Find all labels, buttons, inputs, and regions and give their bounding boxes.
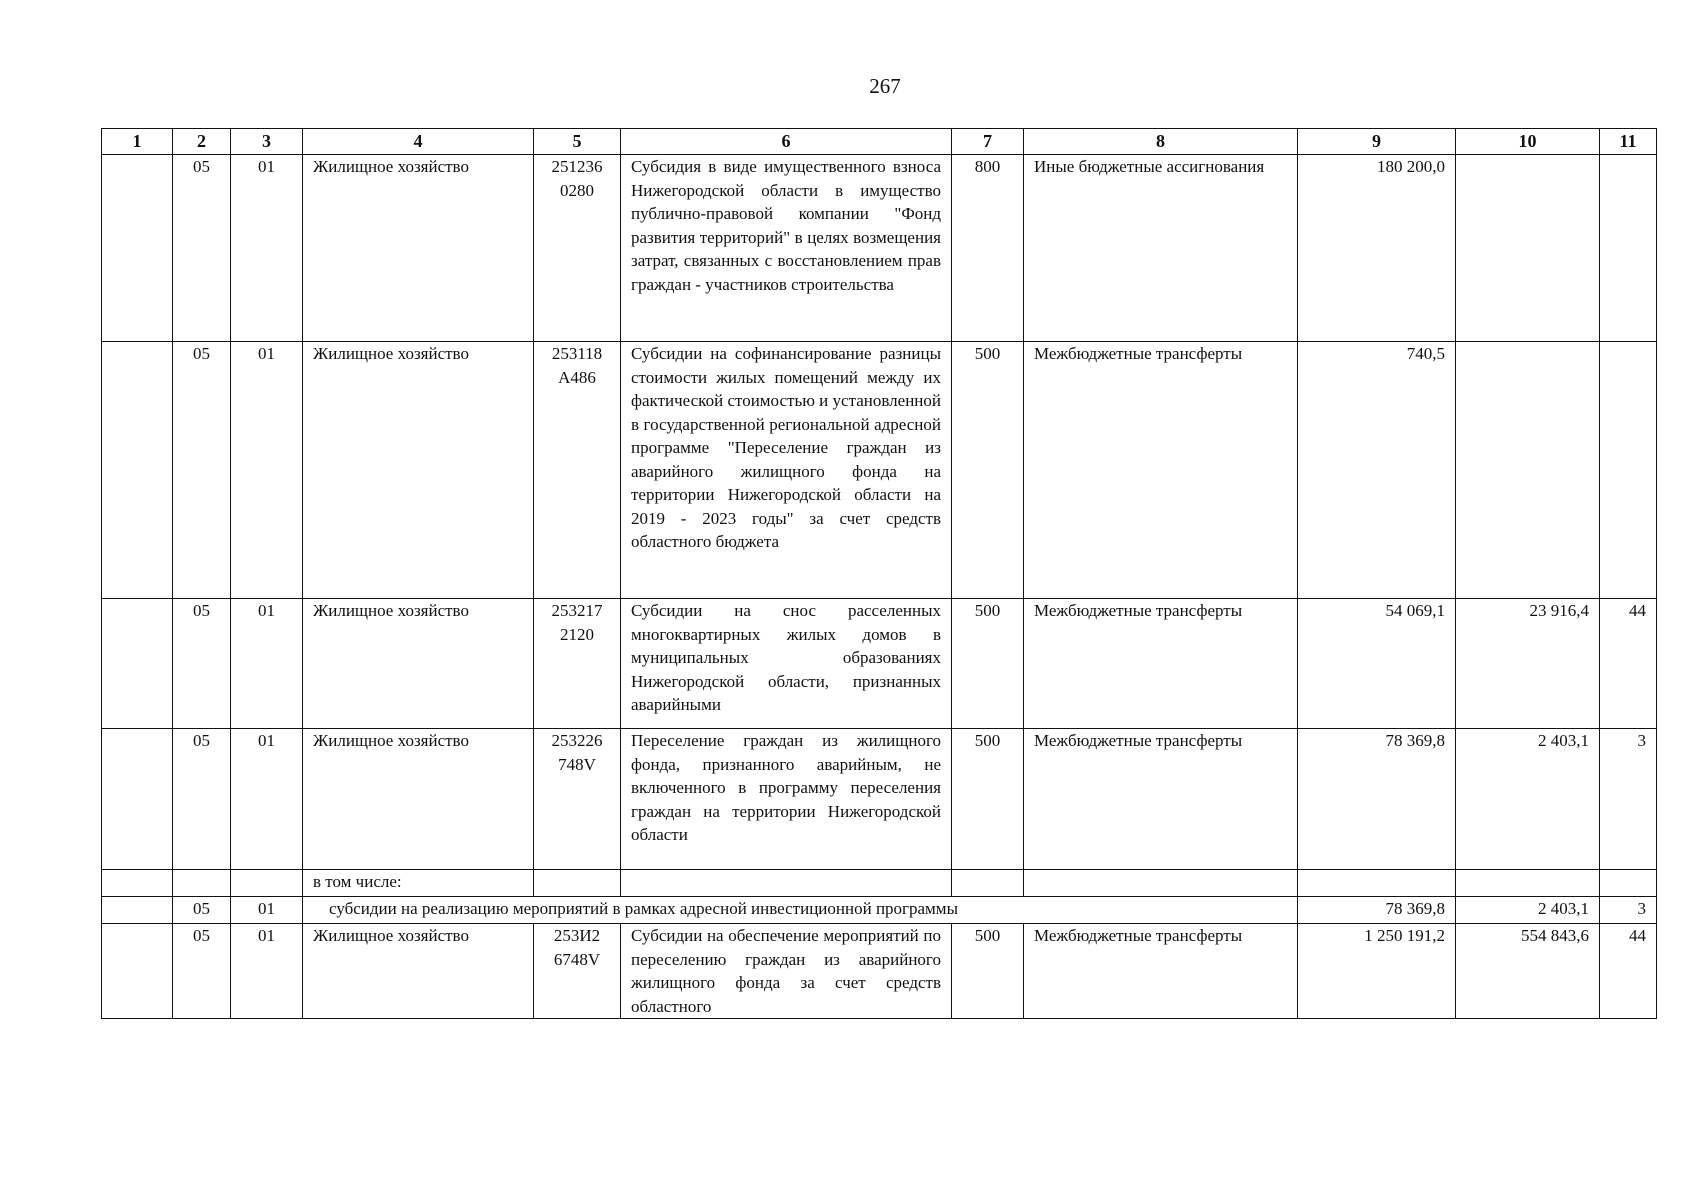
cell-target-code: 253118 А486 <box>534 342 621 599</box>
cell-description: Субсидии на софинансирование разницы стоимости жилых помещений между их фактической стоимостью и установленной в государственной региональной адресной программе "Переселение граждан из аварийного жилищного фонда на территории Нижегородской области на 2019 - 2023 годы" за счет средств областного бюджета <box>621 342 952 599</box>
cell-expense-type: 500 <box>952 924 1024 1019</box>
cell-amount-11: 44 <box>1600 924 1657 1019</box>
cell-subsection: 01 <box>231 342 303 599</box>
cell-expense-name: Межбюджетные трансферты <box>1024 924 1298 1019</box>
cell-description: Субсидии на обеспечение мероприятий по переселению граждан из аварийного жилищного фонда за счет средств областного <box>621 924 952 1019</box>
table-row <box>102 729 1657 870</box>
col-header-8: 8 <box>1024 129 1298 155</box>
cell-section: 05 <box>173 599 231 729</box>
cell-col1 <box>102 155 173 342</box>
cell-expense-type: 500 <box>952 599 1024 729</box>
table-row <box>102 155 1657 342</box>
cell-amount-10: 2 403,1 <box>1456 897 1600 924</box>
col-header-1: 1 <box>102 129 173 155</box>
cell-col1 <box>102 924 173 1019</box>
cell-section-name: Жилищное хозяйство <box>303 155 534 342</box>
table-row <box>102 599 1657 729</box>
cell-amount-9: 78 369,8 <box>1298 897 1456 924</box>
cell-description: Субсидия в виде имущественного взноса Нижегородской области в имущество публично-правовой компании "Фонд развития территорий" в целях возмещения затрат, связанных с восстановлением прав граждан - участников строительства <box>621 155 952 342</box>
col-header-9: 9 <box>1298 129 1456 155</box>
cell-section-name: Жилищное хозяйство <box>303 599 534 729</box>
cell-subsection: 01 <box>231 155 303 342</box>
cell-amount-9: 78 369,8 <box>1298 729 1456 870</box>
cell-amount-10: 23 916,4 <box>1456 599 1600 729</box>
cell-section-name: Жилищное хозяйство <box>303 924 534 1019</box>
cell-col1 <box>102 342 173 599</box>
cell-expense-type: 500 <box>952 729 1024 870</box>
col-header-4: 4 <box>303 129 534 155</box>
cell-section-name: Жилищное хозяйство <box>303 342 534 599</box>
col-header-5: 5 <box>534 129 621 155</box>
cell-subsection: 01 <box>231 897 303 924</box>
cell-expense-name: Иные бюджетные ассигнования <box>1024 155 1298 342</box>
cell-amount-10 <box>1456 155 1600 342</box>
cell-col1 <box>102 599 173 729</box>
cell-amount-11 <box>1600 155 1657 342</box>
cell-expense-type: 500 <box>952 342 1024 599</box>
cell-amount-9: 180 200,0 <box>1298 155 1456 342</box>
cell-amount-9: 1 250 191,2 <box>1298 924 1456 1019</box>
cell-amount-10: 2 403,1 <box>1456 729 1600 870</box>
including-row <box>102 870 1657 897</box>
col-header-6: 6 <box>621 129 952 155</box>
cell-amount-11: 3 <box>1600 897 1657 924</box>
cell-section: 05 <box>173 342 231 599</box>
cell-expense-name: Межбюджетные трансферты <box>1024 342 1298 599</box>
page-number: 267 <box>869 74 901 98</box>
cell-subsection: 01 <box>231 924 303 1019</box>
cell-col1 <box>102 729 173 870</box>
col-header-2: 2 <box>173 129 231 155</box>
cell-section: 05 <box>173 897 231 924</box>
cell-amount-11 <box>1600 342 1657 599</box>
cell-description: Переселение граждан из жилищного фонда, признанного аварийным, не включенного в программу переселения граждан на территории Нижегородской области <box>621 729 952 870</box>
budget-table <box>101 128 1657 1019</box>
cell-section: 05 <box>173 924 231 1019</box>
cell-expense-name: Межбюджетные трансферты <box>1024 599 1298 729</box>
cell-amount-11: 44 <box>1600 599 1657 729</box>
header-row <box>102 129 1657 155</box>
table-row <box>102 342 1657 599</box>
cell-section-name: Жилищное хозяйство <box>303 729 534 870</box>
cell-amount-11: 3 <box>1600 729 1657 870</box>
cell-subsection: 01 <box>231 729 303 870</box>
cell-target-code: 253217 2120 <box>534 599 621 729</box>
cell-target-code: 253226 748V <box>534 729 621 870</box>
cell-amount-9: 54 069,1 <box>1298 599 1456 729</box>
col-header-3: 3 <box>231 129 303 155</box>
cell-target-code: 251236 0280 <box>534 155 621 342</box>
cell-subsection: 01 <box>231 599 303 729</box>
col-header-11: 11 <box>1600 129 1657 155</box>
cell-target-code: 253И2 6748V <box>534 924 621 1019</box>
cell-expense-type: 800 <box>952 155 1024 342</box>
cell-amount-9: 740,5 <box>1298 342 1456 599</box>
table-row <box>102 924 1657 1019</box>
including-label: в том числе: <box>303 870 534 897</box>
cell-amount-10: 554 843,6 <box>1456 924 1600 1019</box>
cell-section: 05 <box>173 729 231 870</box>
col-header-10: 10 <box>1456 129 1600 155</box>
subtotal-description: субсидии на реализацию мероприятий в рамках адресной инвестиционной программы <box>303 897 1298 924</box>
cell-description: Субсидии на снос расселенных многоквартирных жилых домов в муниципальных образованиях Нижегородской области, признанных аварийными <box>621 599 952 729</box>
col-header-7: 7 <box>952 129 1024 155</box>
subtotal-row <box>102 897 1657 924</box>
cell-amount-10 <box>1456 342 1600 599</box>
cell-expense-name: Межбюджетные трансферты <box>1024 729 1298 870</box>
cell-section: 05 <box>173 155 231 342</box>
